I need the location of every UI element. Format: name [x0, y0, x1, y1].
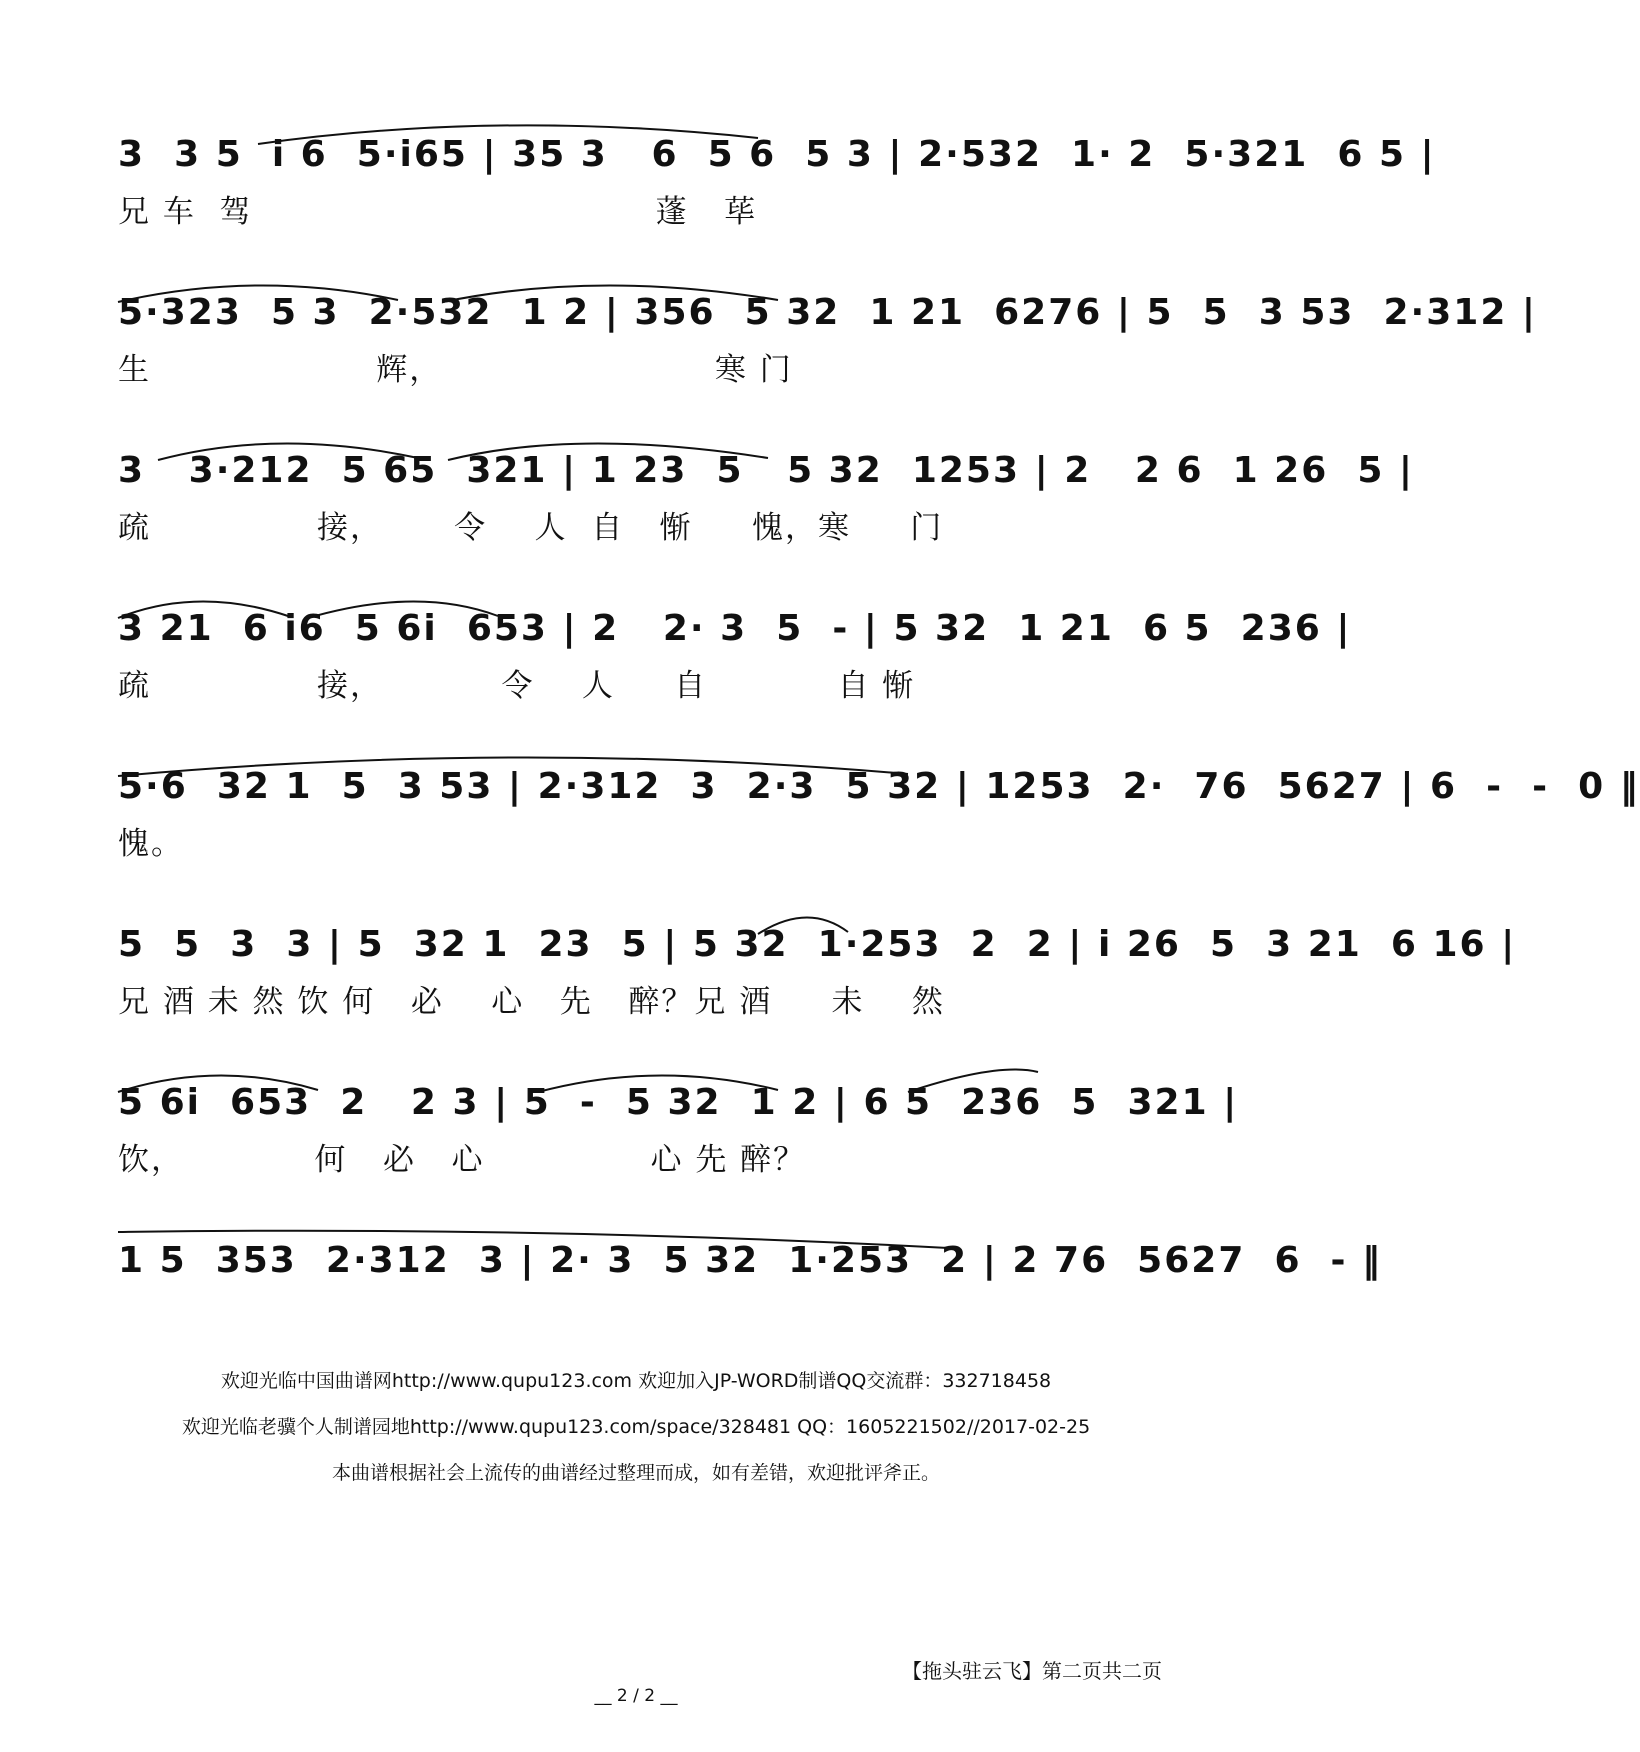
- score-system-4: [118, 582, 1352, 740]
- notes-row: [118, 266, 1538, 336]
- notes-text: 1 5 353 2·312 3 | 2· 3 5 32 1·253 2 | 2 76 5627 6 - ‖: [118, 1240, 1383, 1281]
- notes-text: 3 21 6 i6 5 6i 653 | 2 2· 3 5 - | 5 32 1 21 6 5 236 |: [118, 608, 1352, 649]
- notes-row: [118, 1056, 1239, 1126]
- lyrics-row: [118, 336, 1158, 388]
- lyrics-text: 疏 接， 令 人 自 自 惭: [118, 668, 916, 704]
- page-number: __ 2 / 2 __: [594, 1686, 678, 1706]
- lyrics-text: 饮， 何 必 心 心 先 醉？: [118, 1142, 807, 1178]
- lyrics-row: [118, 1284, 1158, 1336]
- score-system-5: [118, 740, 1640, 898]
- notes-text: 3 3 5 i 6 5·i65 | 35 3 6 5 6 5 3 | 2·532 1· 2 5·321 6 5 |: [118, 134, 1436, 175]
- lyrics-row: [118, 652, 1158, 704]
- lyrics-row: [118, 494, 1158, 546]
- score-system-3: [118, 424, 1415, 582]
- lyrics-row: [118, 968, 1158, 1020]
- lyrics-text: 生 辉， 寒 门: [118, 352, 793, 388]
- notes-text: 3 3·212 5 65 321 | 1 23 5 5 32 1253 | 2 2 6 1 26 5 |: [118, 450, 1415, 491]
- lyrics-row: [118, 810, 1158, 862]
- score-system-1: [118, 108, 1436, 266]
- lyrics-text: 愧。: [118, 826, 184, 862]
- lyrics-text: 疏 接， 令 人 自 惭 愧，寒 门: [118, 510, 944, 546]
- score-system-6: [118, 898, 1517, 1056]
- notes-text: 5 5 3 3 | 5 32 1 23 5 | 5 32 1·253 2 2 | i 26 5 3 21 6 16 |: [118, 924, 1517, 965]
- footer-line-3: 本曲谱根据社会上流传的曲谱经过整理而成，如有差错，欢迎批评斧正。: [331, 1462, 940, 1484]
- notes-text: 5·323 5 3 2·532 1 2 | 356 5 32 1 21 6276 | 5 5 3 53 2·312 |: [118, 292, 1538, 333]
- notes-row: [118, 108, 1436, 178]
- notes-text: 5·6 32 1 5 3 53 | 2·312 3 2·3 5 32 | 1253 2· 76 5627 | 6 - - 0 ‖: [118, 766, 1640, 807]
- score-system-8: [118, 1214, 1383, 1372]
- notes-text: 5 6i 653 2 2 3 | 5 - 5 32 1 2 | 6 5 236 5 321 |: [118, 1082, 1239, 1123]
- score-system-7: [118, 1056, 1239, 1214]
- page-title-line: 【拖头驻云飞】第二页共二页: [902, 1659, 1162, 1683]
- jianpu-score: [118, 108, 1640, 1372]
- lyrics-row: [118, 178, 1158, 230]
- lyrics-text: 兄 酒 未 然 饮 何 必 心 先 醉？兄 酒 未 然: [118, 984, 945, 1020]
- footer-line-2: 欢迎光临老骥个人制谱园地http://www.qupu123.com/space/328481 QQ：1605221502//2017-02-25: [181, 1416, 1091, 1438]
- notes-row: [118, 424, 1415, 494]
- notes-row: [118, 740, 1640, 810]
- score-system-2: [118, 266, 1538, 424]
- footer-line-1: 欢迎光临中国曲谱网http://www.qupu123.com 欢迎加入JP-WORD制谱QQ交流群：332718458: [220, 1370, 1052, 1392]
- footer-notes: [0, 1358, 1272, 1496]
- notes-row: [118, 898, 1517, 968]
- lyrics-row: [118, 1126, 1158, 1178]
- notes-row: [118, 1214, 1383, 1284]
- lyrics-text: 兄 车 驾 蓬 荜: [118, 194, 758, 230]
- notes-row: [118, 582, 1352, 652]
